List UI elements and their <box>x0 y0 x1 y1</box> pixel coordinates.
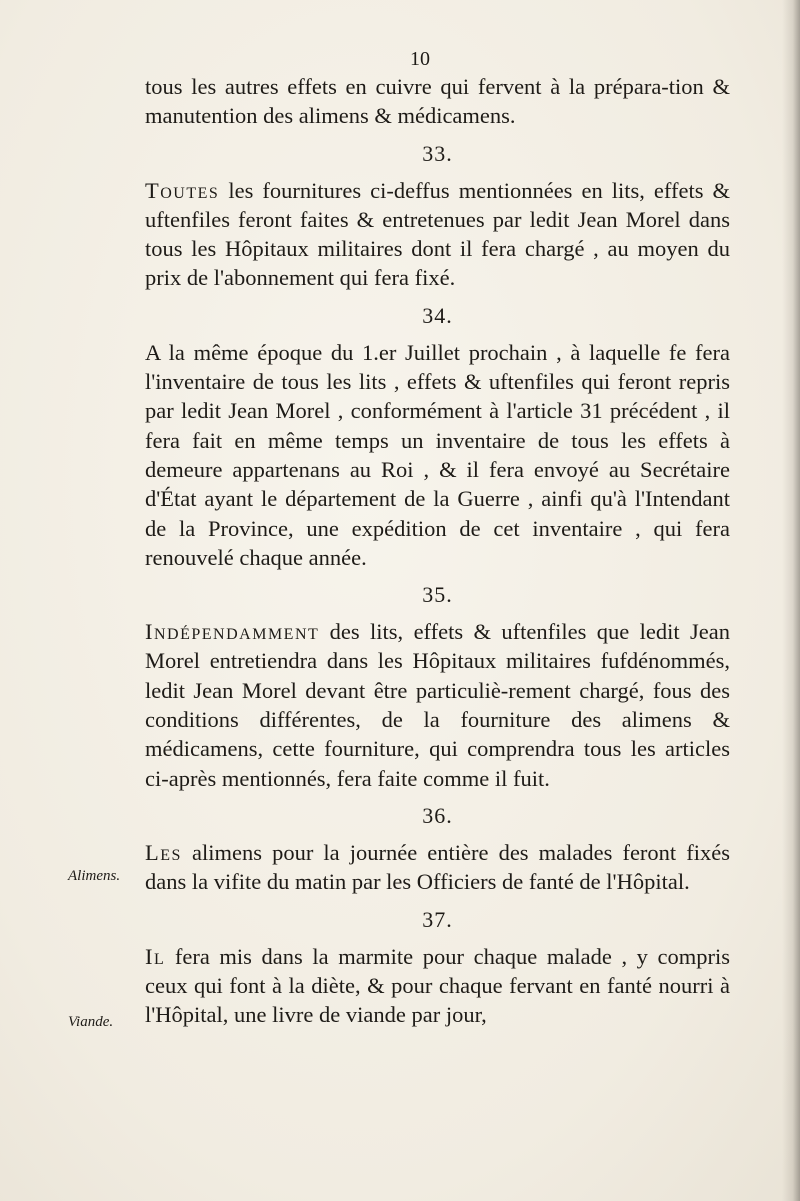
article-number-36: 36. <box>422 802 453 828</box>
paragraph-text: fera mis dans la marmite pour chaque malade , y compris ceux qui font à la diète, & pour chaque fervant en fanté nourri à l'Hôpital, une livre de viande par jour, <box>145 943 730 1028</box>
margin-note-viande: Viande. <box>68 1014 114 1030</box>
lead-word: Toutes <box>145 177 220 203</box>
paragraph-article-34: A la même époque du 1.er Juillet prochain , à laquelle fe fera l'inventaire de tous les lits , effets & uftenfiles qui feront repris par ledit Jean Morel , conformément à l'article 31 précédent , il fera fait en même temps un inventaire de tous les effets à demeure appartenans au Roi , & il fera envoyé au Secrétaire d'État ayant le département de la Guerre , ainfi qu'à l'Intendant de la Province, une expédition de cet inventaire , qui fera renouvelé chaque année. <box>145 339 730 570</box>
paragraph-text: les fournitures ci-deffus mentionnées en lits, effets & uftenfiles feront faites & entretenues par ledit Jean Morel dans tous les Hôpitaux militaires dont il fera chargé , au moyen du prix de l'abonnement qui fera fixé. <box>145 177 730 291</box>
paragraph-text: alimens pour la journée entière des malades feront fixés dans la vifite du matin par les Officiers de fanté de l'Hôpital. <box>145 839 730 895</box>
article-number-37: 37. <box>422 906 453 932</box>
paragraph-article-33 <box>145 176 730 293</box>
page-number: 10 <box>410 48 430 70</box>
paragraph-article-35 <box>145 617 730 793</box>
page-body <box>145 72 730 1029</box>
paragraph-text: des lits, effets & uftenfiles que ledit Jean Morel entretiendra dans les Hôpitaux militaires fufdénommés, ledit Jean Morel devant être particuliè-rement chargé, fous des conditions différentes, de la fourniture des alimens & médicamens, cette fourniture, qui comprendra tous les articles ci-après mentionnés, fera faite comme il fuit. <box>145 619 730 791</box>
article-number-35: 35. <box>422 582 453 608</box>
paragraph-continuation: tous les autres effets en cuivre qui fervent à la prépara-tion & manutention des alimens & médicamens. <box>145 74 730 129</box>
paragraph-article-36 <box>145 838 730 897</box>
page-edge-shadow <box>782 0 800 1201</box>
margin-note-alimens: Alimens. <box>68 868 121 884</box>
lead-word: Indépendamment <box>145 619 320 645</box>
article-number-33: 33. <box>422 140 453 166</box>
article-number-34: 34. <box>422 302 453 328</box>
lead-word: Il <box>145 943 166 969</box>
paragraph-article-37 <box>145 942 730 1030</box>
lead-word: Les <box>145 839 182 865</box>
